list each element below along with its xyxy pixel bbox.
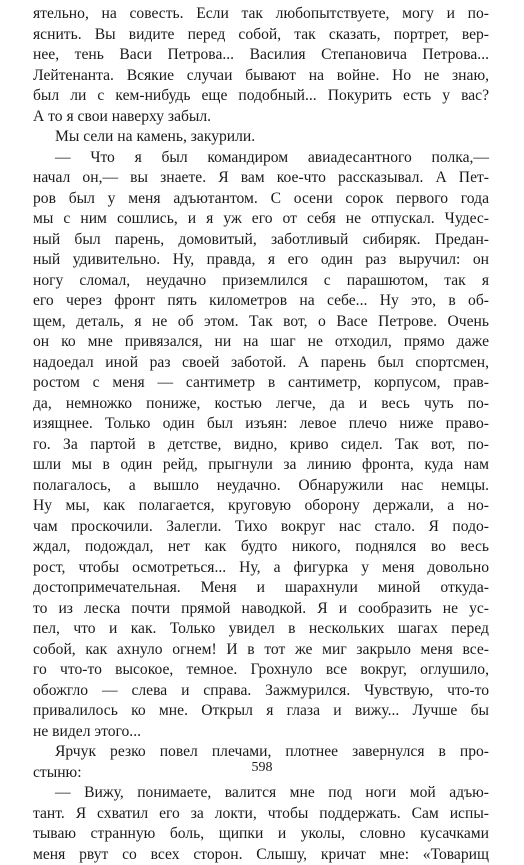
page-body-text	[33, 4, 489, 865]
text-line: то из леска почти прямой наводкой. Я и сообразить не ус-	[33, 599, 489, 620]
text-line: Ну мы, как полагается, круговую оборону держали, а но-	[33, 496, 489, 517]
text-line: А то я свои наверху забыл.	[33, 107, 489, 128]
text-line: — Что я был командиром авиадесантного полка,—	[33, 148, 489, 169]
text-line: нее, тень Васи Петрова... Василия Степановича Петрова...	[33, 45, 489, 66]
text-line: начал он,— вы знаете. Я вам кое-что рассказывал. А Пет-	[33, 168, 489, 189]
text-line: мы с ним сошлись, и я уж его от себя не отпускал. Чудес-	[33, 209, 489, 230]
text-line: меня рвут со всех сторон. Слышу, кричат мне: «Товарищ	[33, 845, 489, 865]
text-line: он ко мне привязался, ни на шаг не отходил, прямо даже	[33, 332, 489, 353]
text-line: его через фронт пять километров на себе... Ну это, в об-	[33, 291, 489, 312]
text-line: го что-то высокое, темное. Грохнуло все вокруг, оглушило,	[33, 660, 489, 681]
text-line: — Вижу, понимаете, валится мне под ноги мой адъю-	[33, 783, 489, 804]
text-line: Ярчук резко повел плечами, плотнее завернулся в про-	[33, 742, 489, 763]
text-line: ждал, подождал, нет как будто никого, поднялся во весь	[33, 537, 489, 558]
text-line: тант. Я схватил его за локти, чтобы поддержать. Сам испы-	[33, 804, 489, 825]
text-line: изящнее. Только один был изъян: левое плечо ниже право-	[33, 414, 489, 435]
text-line: Мы сели на камень, закурили.	[33, 127, 489, 148]
text-line: не видел этого...	[33, 722, 489, 743]
text-line: ров был у меня адъютантом. С осени сорок первого года	[33, 189, 489, 210]
text-line: ный удивительно. Ну, правда, я его один раз выручил: он	[33, 250, 489, 271]
text-line: чам проскочили. Залегли. Тихо вокруг нас стало. Я подо-	[33, 517, 489, 538]
text-line: шли мы в один рейд, прыгнули за линию фронта, куда нам	[33, 455, 489, 476]
text-line: щем, деталь, я не об этом. Так вот, о Васе Петрове. Очень	[33, 312, 489, 333]
text-line: привалилось ко мне. Открыл я глаза и вижу... Лучше бы	[33, 701, 489, 722]
text-line: ногу сломал, неудачно приземлился с парашютом, так я	[33, 271, 489, 292]
text-line: стыню:	[33, 763, 489, 784]
text-line: пел, что и как. Только увидел в нескольких шагах перед	[33, 619, 489, 640]
text-line: Лейтенанта. Всякие случаи бывают на войне. Но не знаю,	[33, 66, 489, 87]
text-line: да, немножко пониже, костью легче, да и весь чуть по-	[33, 394, 489, 415]
page-number: 598	[0, 760, 524, 776]
text-line: рост, чтобы осмотреться... Ну, а фигурка у меня довольно	[33, 558, 489, 579]
text-line: полагалось, а вышло неудачно. Обнаружили нас немцы.	[33, 476, 489, 497]
text-line: обожгло — слева и справа. Зажмурился. Чувствую, что-то	[33, 681, 489, 702]
text-line: го. За партой в детстве, видно, криво сидел. Так вот, по-	[33, 435, 489, 456]
text-line: достопримечательная. Меня и шарахнули миной откуда-	[33, 578, 489, 599]
text-line: был ли с кем-нибудь еще подобный... Покурить есть у вас?	[33, 86, 489, 107]
text-line: ятельно, на совесть. Если так любопытствуете, могу и по-	[33, 4, 489, 25]
text-line: тываю странную боль, щипки и уколы, словно кусачками	[33, 824, 489, 845]
text-line: ростом с меня — сантиметр в сантиметр, корпусом, прав-	[33, 373, 489, 394]
text-line: собой, как ахнуло огнем! И в тот же миг закрыло меня все-	[33, 640, 489, 661]
text-line: яснить. Вы видите перед собой, так сказать, портрет, вер-	[33, 25, 489, 46]
text-line: ный был парень, домовитый, заботливый сибиряк. Предан-	[33, 230, 489, 251]
text-line: надоедал иной раз своей заботой. А парень был спортсмен,	[33, 353, 489, 374]
